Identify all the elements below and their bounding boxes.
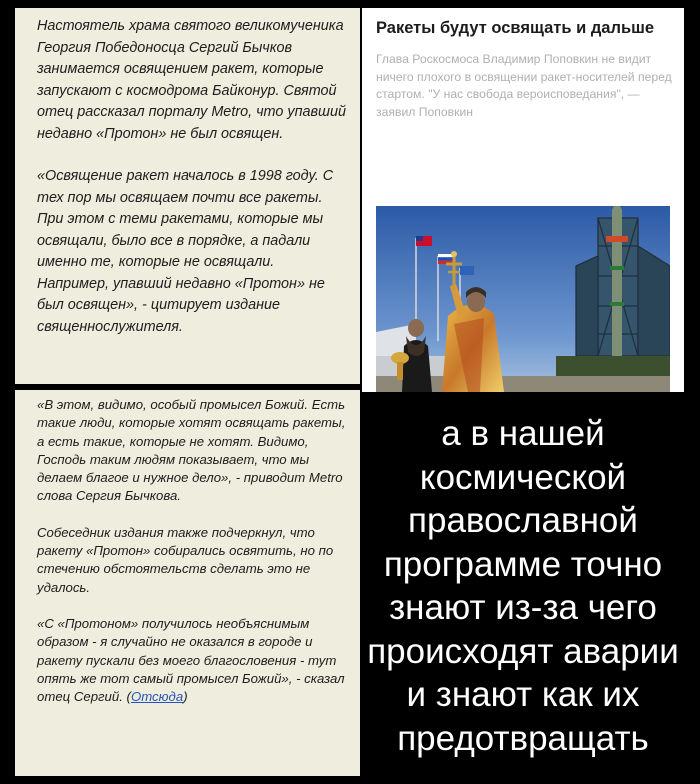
article-photo (376, 206, 670, 392)
quote-text: «С «Протоном» получилось необъяснимым образом - я случайно не оказался в городе и ракету пускали без моего благословения - тут опять же тот самый промысел Божий», - сказал отец Сергий. ( (37, 615, 345, 705)
caption-line: космической (419, 457, 627, 497)
quote-paragraph: «В этом, видимо, особый промысел Божий. Есть такие люди, которые хотят освящать ракеты, а есть такие, которые не хотят. Видимо, Господь таким людям показывает, что мы делаем благое и нужное дело», - приводит Metro слова Сергия Бычкова. (37, 397, 346, 504)
meme-caption (362, 392, 684, 776)
caption-line: происходят аварии (367, 631, 679, 671)
caption-line: программе точно (383, 544, 663, 584)
caption-line: православной (408, 501, 638, 540)
quote-panel-top (15, 8, 360, 384)
article-headline[interactable]: Ракеты будут освящать и дальше (376, 19, 655, 37)
quote-paragraph: Собеседник издания также подчеркнул, что ракету «Протон» собирались освятить, но по стечению обстоятельств сделать это не удалось. (37, 524, 334, 595)
source-link[interactable]: Отсюда (130, 689, 184, 705)
caption-line: и знают как их (406, 675, 640, 714)
article-lead: Глава Роскосмоса Владимир Поповкин не видит ничего плохого в освящении ракет-носителей перед стартом. "У нас свобода вероисповедания", — заявил Поповкин (376, 52, 672, 119)
caption-line: предотвращать (397, 718, 649, 758)
caption-line: знают из-за чего (389, 588, 657, 627)
quote-text-end: ) (183, 689, 188, 705)
quote-paragraph: Настоятель храма святого великомученика Георгия Победоносца Сергий Бычков занимается освящением ракет, которые запускают с космодрома Байконур. Святой отец рассказал порталу Metro, что упавший недавно «Протон» не был освящен. (37, 18, 346, 142)
caption-line: а в нашей (441, 414, 605, 453)
quote-panel-bottom (15, 390, 360, 776)
news-article-card[interactable] (362, 8, 684, 392)
quote-paragraph: «Освящение ракет началось в 1998 году. С тех пор мы освящаем почти все ракеты. При этом с теми ракетами, которые мы освящали, было все в порядке, а падали именно те, которые не освящали. Например, упавший недавно «Протон» не был освящен», - цитирует издание священнослужителя. (37, 168, 334, 335)
quote-paragraph-last (37, 615, 352, 706)
